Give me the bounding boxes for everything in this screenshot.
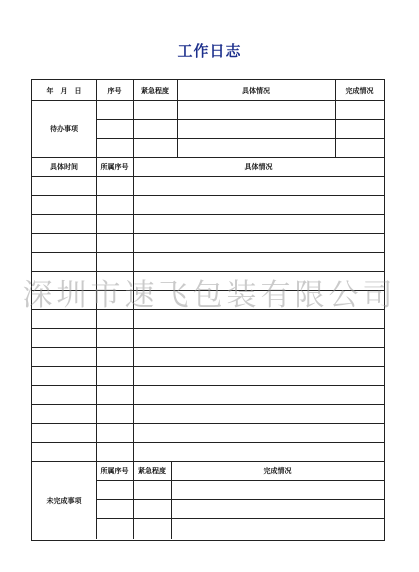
header-status-3: 完成情况 [263,467,292,475]
header-parent-seq: 所属序号 [100,163,129,171]
grid-line-h [32,157,384,158]
grid-line-h [96,499,384,500]
grid-line-h [96,518,384,519]
grid-line-h [32,328,384,329]
grid-line-h [32,423,384,424]
grid-line-h [32,214,384,215]
grid-line-h [32,195,384,196]
grid-line-h [32,233,384,234]
header-details-2: 具体情况 [244,163,273,171]
header-urgency-3: 紧急程度 [138,467,166,475]
header-date: 年 月 日 [46,87,82,95]
grid-line-h [96,119,384,120]
grid-line-h [32,176,384,177]
watermark-text: 深圳市速飞包装有限公司 [22,278,397,313]
grid-line-h [32,442,384,443]
grid-line-h [96,480,384,481]
grid-line-h [32,100,384,101]
grid-line-h [32,252,384,253]
grid-line-h [32,385,384,386]
grid-line-h [32,461,384,462]
todo-label: 待办事项 [50,125,78,133]
header-urgency: 紧急程度 [141,87,169,95]
header-status: 完成情况 [345,87,374,95]
grid-line-h [32,366,384,367]
unfinished-label: 未完成事项 [46,497,82,505]
header-time: 具体时间 [50,163,78,171]
grid-line-h [32,404,384,405]
header-details: 具体情况 [242,87,270,95]
document-title: 工作日志 [177,42,242,60]
grid-line-h [32,347,384,348]
grid-line-h [96,138,384,139]
header-seq: 序号 [107,87,122,95]
header-parent-seq-3: 所属序号 [100,467,129,475]
